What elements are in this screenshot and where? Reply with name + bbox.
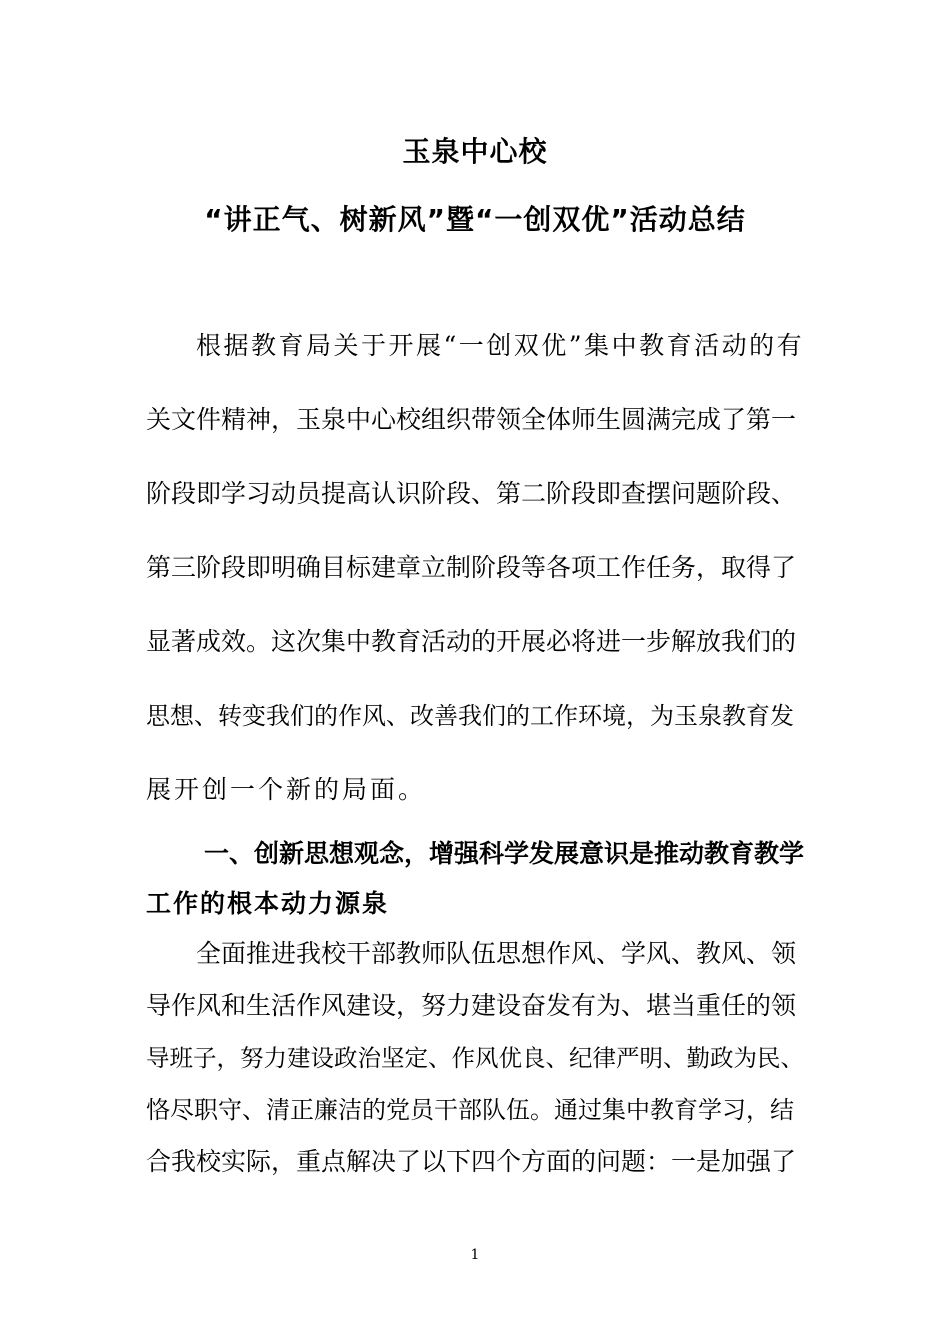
section-paragraph-line: 恪尽职守、清正廉洁的党员干部队伍。通过集中教育学习，结	[146, 1096, 794, 1124]
document-subtitle: “讲正气、树新风”暨“一创双优”活动总结	[204, 203, 746, 236]
section-paragraph-line: 全面推进我校干部教师队伍思想作风、学风、教风、领	[196, 939, 797, 968]
intro-paragraph-line: 关文件精神，玉泉中心校组织带领全体师生圆满完成了第一	[146, 405, 797, 434]
intro-paragraph-line: 思想、转变我们的作风、改善我们的工作环境，为玉泉教育发	[146, 702, 794, 730]
intro-paragraph-line: 展开创一个新的局面。	[146, 775, 427, 804]
intro-paragraph-line: 显著成效。这次集中教育活动的开展必将进一步解放我们的	[146, 627, 797, 656]
page-number: 1	[470, 1247, 480, 1263]
section-paragraph-line: 导班子，努力建设政治坚定、作风优良、纪律严明、勤政为民、	[146, 1044, 804, 1072]
document-title: 玉泉中心校	[402, 135, 548, 168]
intro-paragraph-line: 根据教育局关于开展“一创双优”集中教育活动的有	[196, 331, 805, 360]
section-paragraph-line: 导作风和生活作风建设，努力建设奋发有为、堪当重任的领	[146, 991, 797, 1020]
section-heading: 工作的根本动力源泉	[146, 889, 390, 918]
intro-paragraph-line: 阶段即学习动员提高认识阶段、第二阶段即查摆问题阶段、	[146, 479, 797, 508]
section-heading: 一、创新思想观念，增强科学发展意识是推动教育教学	[204, 839, 805, 868]
intro-paragraph-line: 第三阶段即明确目标建章立制阶段等各项工作任务，取得了	[146, 553, 797, 582]
section-paragraph-line: 合我校实际，重点解决了以下四个方面的问题：一是加强了	[146, 1147, 797, 1176]
